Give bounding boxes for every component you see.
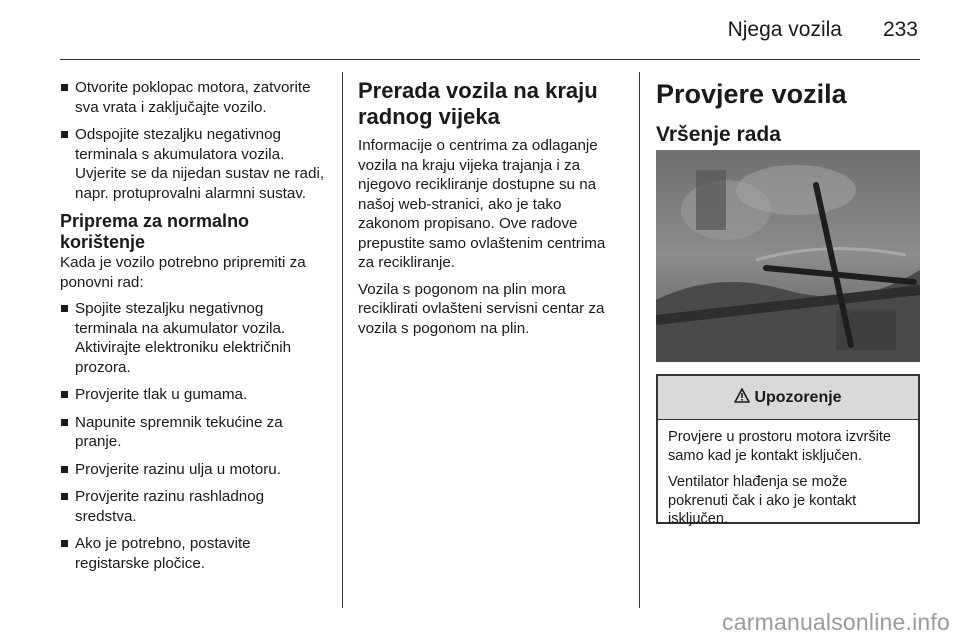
section-heading: Vršenje rada: [656, 123, 781, 146]
page-number: 233: [882, 18, 918, 41]
column-divider: [342, 72, 343, 608]
paragraph: Ventilator hlađenja se može pokrenuti čak i ako je kontakt isključen.: [668, 474, 857, 527]
bullet-list: [60, 299, 328, 573]
bullet-list: [60, 78, 328, 203]
paragraph: Provjere u prostoru motora izvršite samo kad je kontakt isključen.: [668, 429, 892, 464]
list-item: Napunite spremnik tekućine za pranje.: [60, 413, 328, 452]
section-title: Njega vozila: [727, 18, 842, 41]
warning-header: [658, 376, 918, 420]
column-right: [656, 78, 920, 148]
list-item: Provjerite tlak u gumama.: [60, 385, 328, 405]
paragraph: Vozila s pogonom na plin mora reciklirati ovlašteni servisni centar za vozila s pogonom na plin.: [358, 280, 605, 337]
column-divider: [639, 72, 640, 608]
list-item: Spojite stezaljku negativnog terminala na akumulator vozila. Aktivirajte elektroniku električnih prozora.: [60, 299, 328, 377]
list-item: Ako je potrebno, postavite registarske pločice.: [60, 534, 328, 573]
watermark: carmanualsonline.info: [722, 609, 950, 635]
column-left: [60, 78, 328, 581]
column-middle: [358, 78, 624, 345]
page-header: [60, 0, 920, 60]
warning-title: Upozorenje: [754, 388, 842, 406]
chapter-heading: Provjere vozila: [656, 79, 847, 109]
section-heading: Prerada vozila na kraju radnog vijeka: [358, 78, 598, 129]
list-item: Provjerite razinu ulja u motoru.: [60, 460, 328, 480]
engine-bay-photo: [656, 150, 920, 362]
warning-box: [656, 374, 920, 527]
list-item: Odspojite stezaljku negativnog terminala s akumulatora vozila. Uvjerite se da nijedan sustav ne radi, napr. protuprovalni alarmni sustav.: [60, 125, 328, 203]
warning-body: [658, 420, 918, 545]
list-item: Otvorite poklopac motora, zatvorite sva vrata i zaključajte vozilo.: [60, 78, 328, 117]
list-item: Provjerite razinu rashladnog sredstva.: [60, 487, 328, 526]
section-heading: Priprema za normalno korištenje: [60, 211, 250, 252]
paragraph: Kada je vozilo potrebno pripremiti za ponovni rad:: [60, 254, 306, 291]
paragraph: Informacije o centrima za odlaganje vozila na kraju vijeka trajanja i za njegovo recikliranje dostupne su na našoj web-stranici, ako je tako zakonom propisano. Ove radove prepustite samo ovlaštenim centrima za recikliranje.: [358, 137, 606, 271]
warning-triangle-icon: [734, 388, 750, 408]
